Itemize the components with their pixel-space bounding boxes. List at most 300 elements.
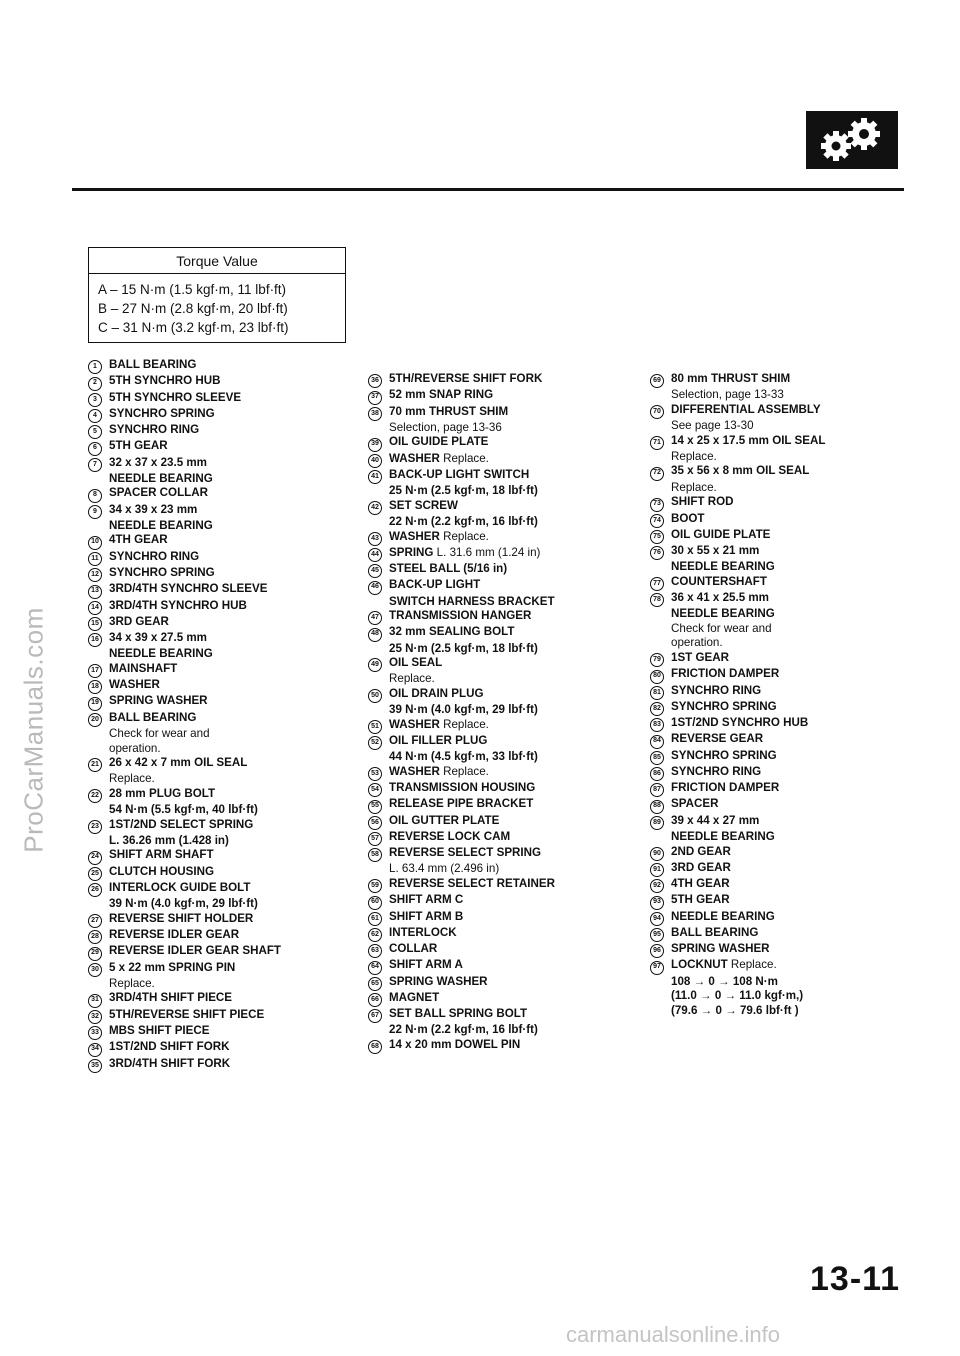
part-name: FRICTION DAMPER xyxy=(671,667,780,681)
part-detail: NEEDLE BEARING xyxy=(109,471,213,485)
part-number-badge: 9 xyxy=(88,505,102,519)
part-detail: Replace. xyxy=(109,976,155,990)
part-item xyxy=(368,830,634,846)
part-item xyxy=(88,615,350,631)
part-number-badge: 39 xyxy=(368,438,382,452)
part-item xyxy=(368,372,634,388)
part-name: SYNCHRO SPRING xyxy=(671,699,777,713)
part-name: 3RD GEAR xyxy=(109,614,169,628)
part-detail: See page 13-30 xyxy=(671,419,754,433)
part-item xyxy=(88,1040,350,1056)
part-detail: 25 N·m (2.5 kgf·m, 18 lbf·ft) xyxy=(389,484,538,498)
part-name: CLUTCH HOUSING xyxy=(109,864,214,878)
part-number-badge: 67 xyxy=(368,1009,382,1023)
part-name: STEEL BALL (5/16 in) xyxy=(389,562,508,576)
part-name: SET SCREW xyxy=(389,498,458,512)
part-item xyxy=(88,991,350,1007)
part-number-badge: 18 xyxy=(88,680,102,694)
part-detail: Check for wear and xyxy=(671,621,772,635)
part-item xyxy=(88,848,350,864)
part-detail: 22 N·m (2.2 kgf·m, 16 lbf·ft) xyxy=(389,514,538,528)
part-number-badge: 76 xyxy=(650,546,664,560)
part-number-badge: 70 xyxy=(650,405,664,419)
part-note: Replace. xyxy=(439,451,489,465)
part-name: SPACER COLLAR xyxy=(109,486,208,500)
part-number-badge: 21 xyxy=(88,758,102,772)
part-item xyxy=(650,877,900,893)
part-item xyxy=(88,582,350,598)
part-number-badge: 91 xyxy=(650,863,664,877)
part-detail: 39 N·m (4.0 kgf·m, 29 lbf·ft) xyxy=(109,897,258,911)
part-name: 14 x 20 mm DOWEL PIN xyxy=(389,1037,521,1051)
part-number-badge: 84 xyxy=(650,735,664,749)
part-number-badge: 3 xyxy=(88,393,102,407)
part-number-badge: 11 xyxy=(88,552,102,566)
torque-box-title: Torque Value xyxy=(89,248,345,274)
part-item xyxy=(368,388,634,404)
part-item xyxy=(650,528,900,544)
part-item xyxy=(368,499,634,530)
part-number-badge: 27 xyxy=(88,914,102,928)
part-item xyxy=(88,566,350,582)
part-item xyxy=(650,403,900,434)
part-name: 2ND GEAR xyxy=(671,844,731,858)
part-name: DIFFERENTIAL ASSEMBLY xyxy=(671,402,821,416)
part-name: SHIFT ARM C xyxy=(389,893,464,907)
part-note: Replace. xyxy=(439,764,489,778)
part-number-badge: 1 xyxy=(88,360,102,374)
part-number-badge: 61 xyxy=(368,912,382,926)
part-number-badge: 34 xyxy=(88,1043,102,1057)
part-item xyxy=(650,845,900,861)
part-item xyxy=(88,503,350,534)
part-number-badge: 49 xyxy=(368,658,382,672)
part-item xyxy=(368,656,634,687)
part-number-badge: 19 xyxy=(88,697,102,711)
part-number-badge: 88 xyxy=(650,800,664,814)
part-number-badge: 50 xyxy=(368,689,382,703)
part-number-badge: 23 xyxy=(88,820,102,834)
part-name: 39 x 44 x 27 mm xyxy=(671,813,760,827)
part-item xyxy=(88,756,350,787)
part-number-badge: 82 xyxy=(650,702,664,716)
part-detail: NEEDLE BEARING xyxy=(109,518,213,532)
part-number-badge: 4 xyxy=(88,409,102,423)
part-name: 4TH GEAR xyxy=(109,533,168,547)
part-number-badge: 33 xyxy=(88,1026,102,1040)
torque-row-c: C – 31 N·m (3.2 kgf·m, 23 lbf·ft) xyxy=(98,320,289,335)
part-number-badge: 71 xyxy=(650,436,664,450)
part-name: OIL DRAIN PLUG xyxy=(389,687,484,700)
part-detail: 108 → 0 → 108 N·m xyxy=(671,974,778,988)
part-name: BACK-UP LIGHT xyxy=(389,578,481,592)
part-number-badge: 68 xyxy=(368,1040,382,1054)
part-number-badge: 79 xyxy=(650,653,664,667)
part-item xyxy=(650,893,900,909)
part-number-badge: 94 xyxy=(650,912,664,926)
part-name: 3RD/4TH SYNCHRO HUB xyxy=(109,598,247,612)
part-name: OIL SEAL xyxy=(389,656,443,670)
parts-list-column-3 xyxy=(650,372,900,1018)
part-item xyxy=(368,718,634,734)
part-name: BALL BEARING xyxy=(109,358,197,371)
part-item xyxy=(88,486,350,502)
part-number-badge: 16 xyxy=(88,633,102,647)
part-number-badge: 48 xyxy=(368,628,382,642)
part-name: 32 x 37 x 23.5 mm xyxy=(109,455,207,469)
part-item xyxy=(368,734,634,765)
part-detail: Replace. xyxy=(389,672,435,686)
part-number-badge: 89 xyxy=(650,816,664,830)
part-name: 5TH GEAR xyxy=(109,439,168,453)
part-item xyxy=(650,926,900,942)
part-number-badge: 64 xyxy=(368,961,382,975)
part-name: SPRING WASHER xyxy=(109,694,208,708)
part-name: RELEASE PIPE BRACKET xyxy=(389,797,534,811)
part-item xyxy=(368,530,634,546)
part-item xyxy=(88,961,350,992)
part-number-badge: 24 xyxy=(88,851,102,865)
part-note: L. 31.6 mm (1.24 in) xyxy=(433,545,541,559)
part-item xyxy=(368,975,634,991)
part-item xyxy=(368,893,634,909)
part-name: REVERSE IDLER GEAR xyxy=(109,928,240,942)
part-name: 36 x 41 x 25.5 mm xyxy=(671,591,769,605)
part-name: 32 mm SEALING BOLT xyxy=(389,625,515,639)
part-detail: 25 N·m (2.5 kgf·m, 18 lbf·ft) xyxy=(389,641,538,655)
part-detail: (79.6 → 0 → 79.6 lbf·ft ) xyxy=(671,1003,799,1017)
part-item xyxy=(88,550,350,566)
part-detail: (11.0 → 0 → 11.0 kgf·m,) xyxy=(671,989,804,1003)
part-detail: Replace. xyxy=(671,480,717,494)
part-name: WASHER xyxy=(389,717,440,731)
part-number-badge: 69 xyxy=(650,374,664,388)
part-name: OIL FILLER PLUG xyxy=(389,734,488,748)
part-number-badge: 97 xyxy=(650,961,664,975)
part-number-badge: 75 xyxy=(650,530,664,544)
part-number-badge: 55 xyxy=(368,800,382,814)
part-detail: Replace. xyxy=(671,449,717,463)
part-name: 1ST GEAR xyxy=(671,651,729,665)
part-detail: L. 36.26 mm (1.428 in) xyxy=(109,833,229,847)
part-item xyxy=(88,944,350,960)
part-name: 1ST/2ND SELECT SPRING xyxy=(109,817,254,831)
footer-watermark: carmanualsonline.info xyxy=(566,1322,781,1347)
part-name: SHIFT ARM SHAFT xyxy=(109,848,214,862)
part-item xyxy=(88,533,350,549)
part-item xyxy=(650,495,900,511)
part-item xyxy=(368,609,634,625)
part-detail: Check for wear and xyxy=(109,726,210,740)
part-name: OIL GUIDE PLATE xyxy=(389,435,489,449)
part-number-badge: 14 xyxy=(88,601,102,615)
part-name: TRANSMISSION HANGER xyxy=(389,609,532,623)
parts-list-column-2 xyxy=(368,372,634,1054)
part-name: 4TH GEAR xyxy=(671,877,730,891)
part-number-badge: 81 xyxy=(650,686,664,700)
part-name: REVERSE GEAR xyxy=(671,732,764,746)
part-number-badge: 20 xyxy=(88,713,102,727)
part-number-badge: 7 xyxy=(88,458,102,472)
part-number-badge: 52 xyxy=(368,736,382,750)
part-name: WASHER xyxy=(109,678,160,692)
part-name: 35 x 56 x 8 mm OIL SEAL xyxy=(671,464,810,478)
part-name: SHIFT ARM B xyxy=(389,909,464,923)
part-detail: NEEDLE BEARING xyxy=(671,560,775,574)
part-item xyxy=(650,732,900,748)
part-item xyxy=(650,544,900,575)
part-number-badge: 26 xyxy=(88,883,102,897)
part-item xyxy=(368,687,634,718)
part-name: BOOT xyxy=(671,511,705,525)
part-name: SYNCHRO RING xyxy=(671,683,762,697)
part-item xyxy=(368,797,634,813)
part-item xyxy=(368,468,634,499)
part-name: SYNCHRO RING xyxy=(109,549,200,563)
part-number-badge: 83 xyxy=(650,718,664,732)
part-number-badge: 36 xyxy=(368,374,382,388)
part-name: MAGNET xyxy=(389,990,440,1004)
part-item xyxy=(88,391,350,407)
part-number-badge: 31 xyxy=(88,994,102,1008)
part-name: TRANSMISSION HOUSING xyxy=(389,781,536,795)
part-item xyxy=(368,435,634,451)
part-name: 3RD GEAR xyxy=(671,860,731,874)
part-name: SYNCHRO RING xyxy=(671,764,762,778)
part-number-badge: 32 xyxy=(88,1010,102,1024)
part-name: 5 x 22 mm SPRING PIN xyxy=(109,960,236,974)
part-name: NEEDLE BEARING xyxy=(671,909,775,923)
part-name: SYNCHRO SPRING xyxy=(109,566,215,580)
part-item xyxy=(368,765,634,781)
part-name: BALL BEARING xyxy=(109,710,197,724)
part-item xyxy=(368,814,634,830)
part-item xyxy=(88,407,350,423)
torque-value-box xyxy=(88,247,346,343)
part-number-badge: 38 xyxy=(368,407,382,421)
part-name: 5TH SYNCHRO HUB xyxy=(109,374,221,388)
part-name: 5TH GEAR xyxy=(671,893,730,907)
part-note: Replace. xyxy=(439,529,489,543)
part-item xyxy=(650,684,900,700)
part-number-badge: 58 xyxy=(368,848,382,862)
part-number-badge: 43 xyxy=(368,532,382,546)
part-item xyxy=(88,1008,350,1024)
part-name: 1ST/2ND SYNCHRO HUB xyxy=(671,716,809,730)
part-item xyxy=(88,818,350,849)
part-number-badge: 92 xyxy=(650,879,664,893)
part-number-badge: 42 xyxy=(368,501,382,515)
part-name: REVERSE IDLER GEAR SHAFT xyxy=(109,944,281,958)
part-number-badge: 5 xyxy=(88,425,102,439)
part-number-badge: 86 xyxy=(650,767,664,781)
parts-list-column-1 xyxy=(88,358,350,1073)
part-name: MAINSHAFT xyxy=(109,661,178,675)
part-number-badge: 45 xyxy=(368,564,382,578)
part-item xyxy=(650,781,900,797)
part-item xyxy=(368,846,634,877)
part-name: WASHER xyxy=(389,764,440,778)
part-item xyxy=(88,787,350,818)
part-name: SHIFT ARM A xyxy=(389,958,463,972)
part-item xyxy=(650,434,900,465)
part-name: 3RD/4TH SHIFT FORK xyxy=(109,1056,231,1070)
part-name: REVERSE SELECT SPRING xyxy=(389,846,542,860)
part-name: OIL GUTTER PLATE xyxy=(389,813,500,827)
part-item xyxy=(88,374,350,390)
part-item xyxy=(650,667,900,683)
part-number-badge: 63 xyxy=(368,944,382,958)
part-name: SYNCHRO SPRING xyxy=(109,406,215,420)
gear-section-icon xyxy=(806,111,898,169)
part-name: SYNCHRO SPRING xyxy=(671,748,777,762)
part-number-badge: 73 xyxy=(650,498,664,512)
part-detail: NEEDLE BEARING xyxy=(671,607,775,621)
part-item xyxy=(368,781,634,797)
part-number-badge: 60 xyxy=(368,896,382,910)
part-number-badge: 13 xyxy=(88,585,102,599)
part-detail: 44 N·m (4.5 kgf·m, 33 lbf·ft) xyxy=(389,750,538,764)
part-number-badge: 57 xyxy=(368,832,382,846)
part-number-badge: 44 xyxy=(368,548,382,562)
watermark-text: ProCarManuals.com xyxy=(18,607,49,853)
part-name: 52 mm SNAP RING xyxy=(389,388,494,402)
part-number-badge: 47 xyxy=(368,611,382,625)
part-item xyxy=(368,1038,634,1054)
part-name: 70 mm THRUST SHIM xyxy=(389,404,509,418)
part-name: LOCKNUT xyxy=(671,958,728,972)
part-item xyxy=(368,625,634,656)
part-number-badge: 35 xyxy=(88,1059,102,1073)
part-item xyxy=(88,865,350,881)
part-item xyxy=(88,423,350,439)
part-name: 5TH/REVERSE SHIFT PIECE xyxy=(109,1007,265,1021)
part-item xyxy=(88,1024,350,1040)
header-rule xyxy=(72,188,904,191)
part-item xyxy=(368,877,634,893)
part-detail: L. 63.4 mm (2.496 in) xyxy=(389,862,500,876)
part-number-badge: 62 xyxy=(368,928,382,942)
part-number-badge: 37 xyxy=(368,391,382,405)
part-number-badge: 66 xyxy=(368,993,382,1007)
part-name: COLLAR xyxy=(389,942,438,956)
part-item xyxy=(650,575,900,591)
part-detail: operation. xyxy=(109,741,161,755)
part-name: 1ST/2ND SHIFT FORK xyxy=(109,1040,230,1054)
part-item xyxy=(368,942,634,958)
part-number-badge: 51 xyxy=(368,720,382,734)
part-note: Replace. xyxy=(439,717,489,731)
part-name: COUNTERSHAFT xyxy=(671,574,767,588)
part-detail: SWITCH HARNESS BRACKET xyxy=(389,594,555,608)
part-number-badge: 25 xyxy=(88,867,102,881)
part-item xyxy=(88,456,350,487)
part-number-badge: 10 xyxy=(88,536,102,550)
part-number-badge: 2 xyxy=(88,377,102,391)
part-name: SHIFT ROD xyxy=(671,495,734,509)
part-detail: operation. xyxy=(671,636,723,650)
part-name: 5TH/REVERSE SHIFT FORK xyxy=(389,372,543,385)
part-name: 14 x 25 x 17.5 mm OIL SEAL xyxy=(671,433,826,447)
part-number-badge: 93 xyxy=(650,896,664,910)
part-number-badge: 87 xyxy=(650,783,664,797)
part-note: Replace. xyxy=(727,958,777,972)
part-name: REVERSE LOCK CAM xyxy=(389,829,511,843)
part-detail: 22 N·m (2.2 kgf·m, 16 lbf·ft) xyxy=(389,1023,538,1037)
part-name: 28 mm PLUG BOLT xyxy=(109,786,216,800)
part-detail: NEEDLE BEARING xyxy=(671,829,775,843)
part-item xyxy=(368,562,634,578)
part-number-badge: 17 xyxy=(88,664,102,678)
part-item xyxy=(650,765,900,781)
part-item xyxy=(650,910,900,926)
part-item xyxy=(368,910,634,926)
part-item xyxy=(88,711,350,756)
part-name: 34 x 39 x 27.5 mm xyxy=(109,631,207,645)
part-item xyxy=(650,942,900,958)
part-detail: Selection, page 13-36 xyxy=(389,420,502,434)
part-name: WASHER xyxy=(389,529,440,543)
part-name: SPRING xyxy=(389,545,434,559)
part-item xyxy=(88,439,350,455)
part-item xyxy=(368,926,634,942)
part-item xyxy=(650,814,900,845)
part-detail: Selection, page 13-33 xyxy=(671,388,784,402)
part-item xyxy=(88,694,350,710)
part-item xyxy=(368,1007,634,1038)
part-number-badge: 74 xyxy=(650,514,664,528)
part-number-badge: 59 xyxy=(368,879,382,893)
part-number-badge: 29 xyxy=(88,947,102,961)
part-number-badge: 12 xyxy=(88,568,102,582)
part-number-badge: 96 xyxy=(650,944,664,958)
part-name: REVERSE SELECT RETAINER xyxy=(389,877,555,891)
part-number-badge: 53 xyxy=(368,767,382,781)
part-name: SPRING WASHER xyxy=(671,942,770,956)
part-name: 80 mm THRUST SHIM xyxy=(671,372,791,385)
part-item xyxy=(650,464,900,495)
part-name: FRICTION DAMPER xyxy=(671,781,780,795)
part-name: WASHER xyxy=(389,451,440,465)
part-item xyxy=(650,651,900,667)
watermark xyxy=(14,480,54,980)
part-item xyxy=(88,599,350,615)
part-number-badge: 30 xyxy=(88,963,102,977)
part-number-badge: 28 xyxy=(88,930,102,944)
part-name: 34 x 39 x 23 mm xyxy=(109,502,198,516)
part-item xyxy=(368,578,634,609)
part-name: 3RD/4TH SHIFT PIECE xyxy=(109,991,233,1005)
part-item xyxy=(88,662,350,678)
part-number-badge: 56 xyxy=(368,816,382,830)
part-item xyxy=(368,405,634,436)
part-item xyxy=(650,700,900,716)
part-name: 5TH SYNCHRO SLEEVE xyxy=(109,390,242,404)
part-detail: 39 N·m (4.0 kgf·m, 29 lbf·ft) xyxy=(389,703,538,717)
part-item xyxy=(88,912,350,928)
part-number-badge: 6 xyxy=(88,442,102,456)
part-number-badge: 77 xyxy=(650,577,664,591)
part-name: INTERLOCK xyxy=(389,925,457,939)
part-detail: 54 N·m (5.5 kgf·m, 40 lbf·ft) xyxy=(109,803,258,817)
part-item xyxy=(368,991,634,1007)
torque-row-a: A – 15 N·m (1.5 kgf·m, 11 lbf·ft) xyxy=(98,282,287,297)
part-number-badge: 54 xyxy=(368,783,382,797)
part-item xyxy=(650,861,900,877)
part-number-badge: 41 xyxy=(368,470,382,484)
part-number-badge: 46 xyxy=(368,581,382,595)
part-number-badge: 85 xyxy=(650,751,664,765)
